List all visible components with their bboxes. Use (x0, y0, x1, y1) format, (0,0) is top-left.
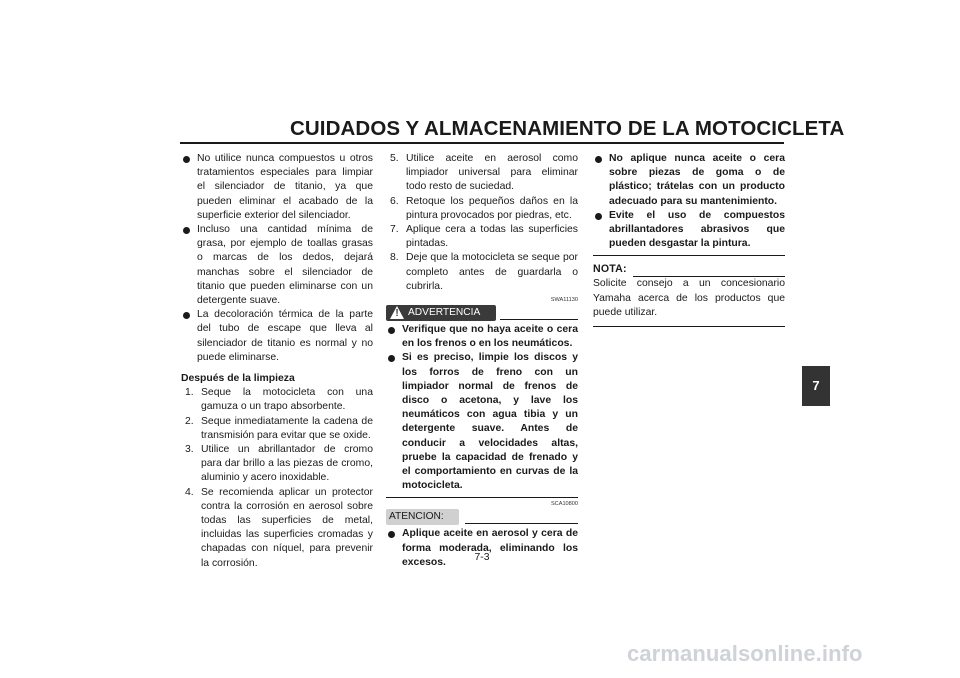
step-item: 5. Utilice aceite en aerosol como limpiador universal para eliminar todo resto de suciedad. (390, 153, 578, 193)
caution-rule (465, 523, 578, 524)
bullet-icon (388, 327, 395, 334)
warning-header (386, 305, 578, 323)
warning-rule (500, 319, 578, 320)
list-item: Evite el uso de compuestos abrillantadores abrasivos que pueden desgastar la pintura. (593, 209, 785, 252)
bullet-icon (183, 312, 190, 319)
list-item: Aplique aceite en aerosol y cera de forma moderada, eliminando los excesos. (386, 527, 578, 570)
step-item: 4. Se recomienda aplicar un protector contra la corrosión en aerosol sobre todas las superficies de metal, incluidas las superficies cromadas y chapadas con níquel, para prevenir la corrosión. (185, 486, 373, 569)
step-item: 2. Seque inmediatamente la cadena de transmisión para evitar que se oxide. (185, 415, 373, 441)
column-2 (386, 152, 578, 570)
bullet-icon (183, 227, 190, 234)
list-item: La decoloración térmica de la parte del tubo de escape que lleva al silenciador de titanio es normal y no puede eliminarse. (181, 308, 373, 365)
step-item: 3. Utilice un abrillantador de cromo para dar brillo a las piezas de cromo, aluminio y acero inoxidable. (185, 444, 373, 484)
title-rule (180, 142, 784, 144)
bullet-icon (388, 355, 395, 362)
list-item: Incluso una cantidad mínima de grasa, por ejemplo de toallas grasas o marcas de los dedos, dejará manchas sobre el silenciador de titanio que pueden eliminarse con un detergente suave. (181, 223, 373, 308)
nota-rule (633, 276, 785, 277)
step-item: 6. Retoque los pequeños daños en la pintura provocados por piedras, etc. (390, 195, 578, 221)
chapter-tab: 7 (802, 366, 830, 406)
section-rule (593, 326, 785, 327)
bullet-icon (595, 213, 602, 220)
bullet-icon (183, 156, 190, 163)
caution-header (386, 509, 578, 527)
watermark: carmanualsonline.info (627, 641, 863, 666)
column-1 (181, 152, 373, 571)
warning-badge: ! ADVERTENCIA (386, 305, 496, 321)
page-title: CUIDADOS Y ALMACENAMIENTO DE LA MOTOCICLETA (290, 117, 845, 140)
step-item: 1. Seque la motocicleta con una gamuza o un trapo absorbente. (185, 387, 373, 413)
step-item: 7. Aplique cera a todas las superficies pintadas. (390, 224, 578, 250)
nota-header (593, 262, 785, 277)
list-item: Verifique que no haya aceite o cera en los frenos o en los neumáticos. (386, 323, 578, 351)
page-number: 7-3 (474, 552, 490, 563)
section-rule (593, 255, 785, 256)
nota-label: NOTA: (593, 263, 627, 276)
section-heading: Después de la limpieza (181, 373, 295, 385)
caution-badge: ATENCION: (386, 509, 459, 525)
caution-code: SCA10800 (550, 501, 578, 508)
nota-text: Solicite consejo a un concesionario Yamaha acerca de los productos que puede utilizar. (593, 278, 785, 318)
list-item: No aplique nunca aceite o cera sobre piezas de goma o de plástico; trátelas con un producto adecuado para su mantenimiento. (593, 152, 785, 209)
bullet-icon (388, 531, 395, 538)
column-3 (593, 152, 785, 327)
bullet-icon (595, 156, 602, 163)
step-item: 8. Deje que la motocicleta se seque por completo antes de guardarla o cubrirla. (390, 252, 578, 292)
section-rule (386, 497, 578, 498)
list-item: No utilice nunca compuestos u otros tratamientos especiales para limpiar el silenciador de titanio, ya que pueden eliminar el acabado de la superficie exterior del silenciador. (181, 152, 373, 223)
list-item: Si es preciso, limpie los discos y los forros de freno con un limpiador normal de frenos de disco o acetona, y lave los neumáticos con agua tibia y un detergente suave. Antes de conducir a velocidades altas, pruebe la capacidad de frenado y el comportamiento en curvas de la motocicleta. (386, 351, 578, 493)
warning-code: SWA11130 (550, 297, 578, 304)
